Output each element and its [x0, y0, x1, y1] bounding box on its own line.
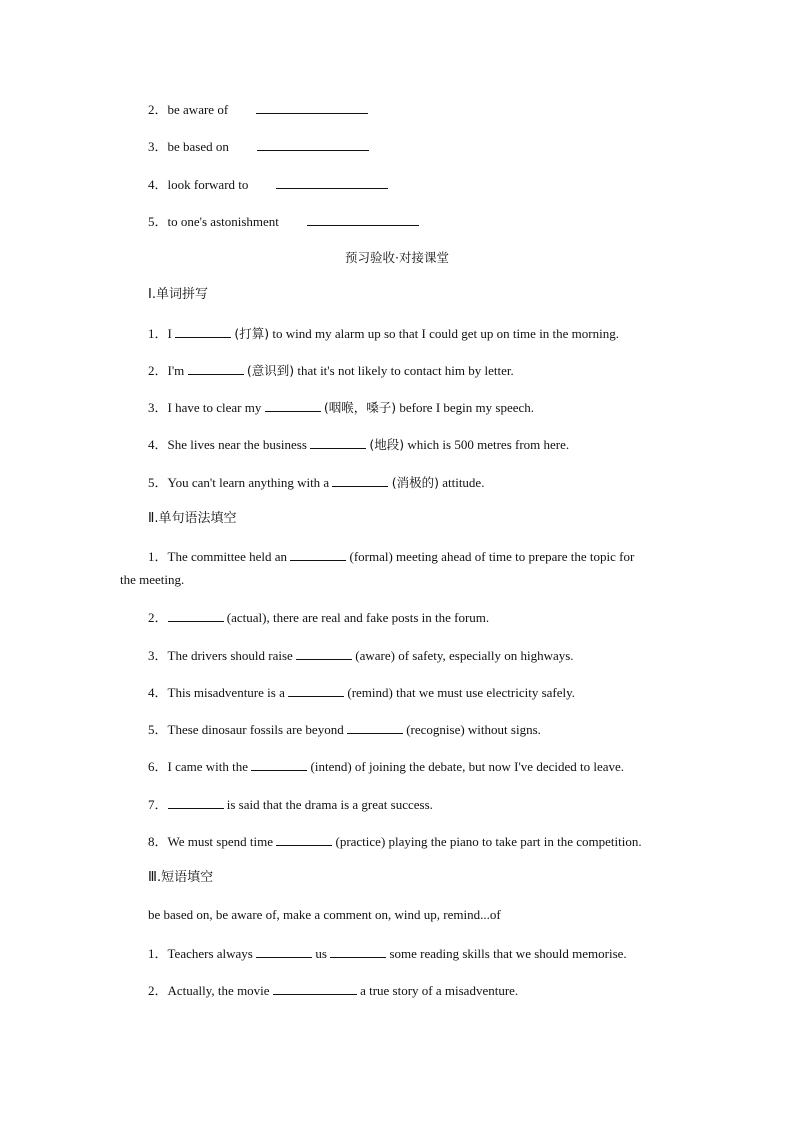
answer-blank[interactable]: [310, 436, 366, 449]
section-heading: Ⅱ.单句语法填空: [148, 511, 237, 526]
section-heading: Ⅰ.单词拼写: [148, 287, 208, 302]
answer-blank[interactable]: [256, 101, 368, 114]
question-item: 3．The drivers should raise (aware) of safety, especially on highways.: [148, 648, 574, 663]
question-item: 2． (actual), there are real and fake posts in the forum.: [148, 610, 490, 625]
answer-blank[interactable]: [330, 945, 386, 958]
answer-blank[interactable]: [296, 647, 352, 660]
phrase-item: 5．to one's astonishment: [148, 213, 419, 230]
answer-blank[interactable]: [175, 325, 231, 338]
answer-blank[interactable]: [288, 684, 344, 697]
section-title: 预习验收·对接课堂: [345, 250, 449, 265]
question-item: 2．I'm (意识到) that it's not likely to contact him by letter.: [148, 363, 514, 378]
answer-blank[interactable]: [168, 796, 224, 809]
answer-blank[interactable]: [347, 721, 403, 734]
answer-blank[interactable]: [276, 176, 388, 189]
question-item: 5．You can't learn anything with a (消极的) attitude.: [148, 475, 485, 490]
phrase-item: 4．look forward to: [148, 176, 388, 193]
answer-blank[interactable]: [257, 138, 369, 151]
question-item: 1．The committee held an (formal) meeting ahead of time to prepare the topic for: [148, 549, 635, 564]
answer-blank[interactable]: [168, 609, 224, 622]
answer-blank[interactable]: [188, 362, 244, 375]
question-continuation: the meeting.: [120, 572, 185, 587]
word-bank: be based on, be aware of, make a comment on, wind up, remind...of: [148, 907, 501, 922]
answer-blank[interactable]: [332, 474, 388, 487]
question-item: 2．Actually, the movie a true story of a misadventure.: [148, 983, 519, 998]
question-item: 3．I have to clear my (咽喉，嗓子) before I begin my speech.: [148, 400, 535, 415]
phrase-item: 3．be based on: [148, 138, 369, 155]
question-item: 1．Teachers always us some reading skills that we should memorise.: [148, 946, 627, 961]
question-item: 4．This misadventure is a (remind) that we must use electricity safely.: [148, 685, 576, 700]
answer-blank[interactable]: [256, 945, 312, 958]
question-item: 5．These dinosaur fossils are beyond (recognise) without signs.: [148, 722, 541, 737]
answer-blank[interactable]: [273, 982, 357, 995]
question-item: 6．I came with the (intend) of joining the debate, but now I've decided to leave.: [148, 759, 625, 774]
answer-blank[interactable]: [265, 399, 321, 412]
answer-blank[interactable]: [307, 213, 419, 226]
answer-blank[interactable]: [276, 833, 332, 846]
question-item: 8．We must spend time (practice) playing the piano to take part in the competition.: [148, 834, 642, 849]
question-item: 7． is said that the drama is a great success.: [148, 797, 433, 812]
section-heading: Ⅲ.短语填空: [148, 870, 214, 885]
phrase-item: 2．be aware of: [148, 101, 368, 118]
answer-blank[interactable]: [290, 548, 346, 561]
question-item: 1．I (打算) to wind my alarm up so that I could get up on time in the morning.: [148, 326, 619, 341]
answer-blank[interactable]: [251, 758, 307, 771]
question-item: 4．She lives near the business (地段) which is 500 metres from here.: [148, 437, 570, 452]
